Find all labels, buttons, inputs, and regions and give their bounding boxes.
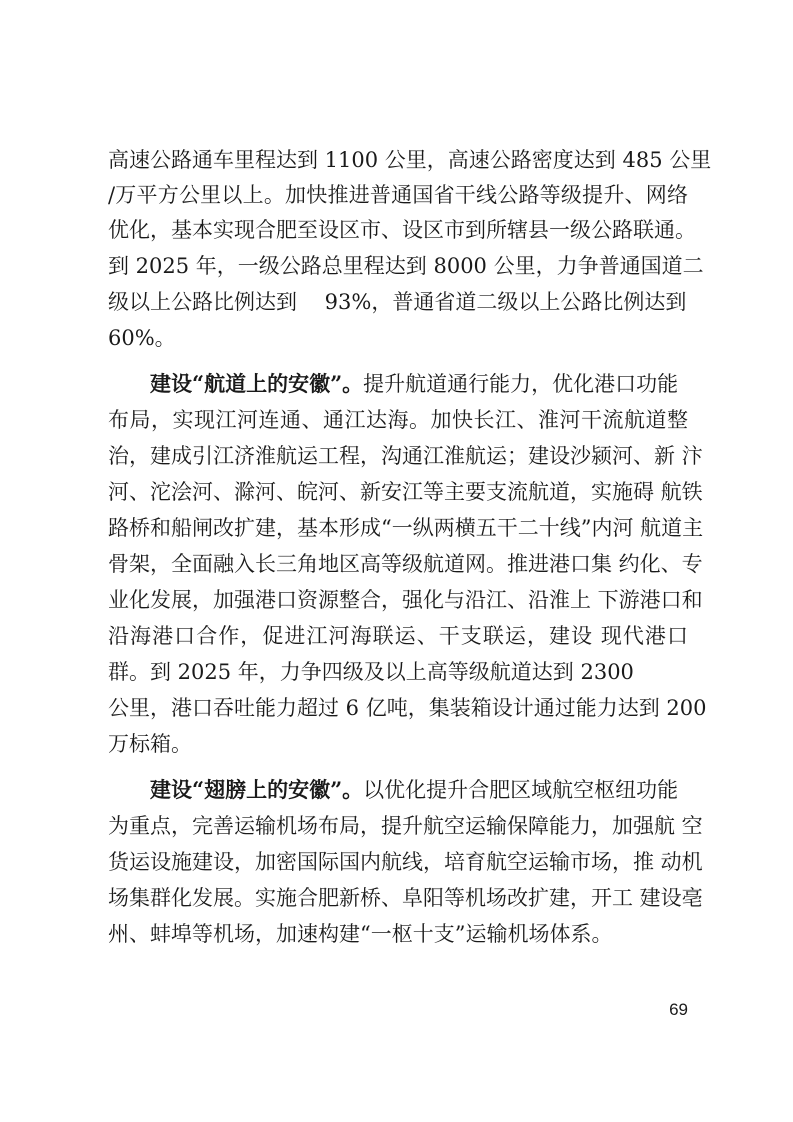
page-number: 69 xyxy=(669,1000,688,1019)
text-line: 货运设施建设，加密国际国内航线，培育航空运输市场，推 动机 xyxy=(108,850,703,874)
text-line: 提升航道通行能力，优化港口功能 xyxy=(363,372,679,396)
paragraph-lead-title: 建设“航道上的安徽”。 xyxy=(150,371,364,396)
text-line: 60%。 xyxy=(108,326,176,350)
text-line: 级以上公路比例达到 93%，普通省道二级以上公路比例达到 xyxy=(108,290,687,314)
paragraph-lead-title: 建设“翅膀上的安徽”。 xyxy=(150,777,364,802)
text-line: 万标箱。 xyxy=(108,732,192,756)
text-line: /万平方公里以上。加快推进普通国省干线公路等级提升、网络 xyxy=(108,183,688,207)
text-line: 到 2025 年，一级公路总里程达到 8000 公里，力争普通国道二 xyxy=(108,254,704,278)
text-line: 骨架，全面融入长三角地区高等级航道网。推进港口集 约化、专 xyxy=(108,552,703,576)
text-line: 治，建成引江济淮航运工程，沟通江淮航运；建设沙颍河、新 汴 xyxy=(108,444,703,468)
text-line: 河、沱浍河、滁河、皖河、新安江等主要支流航道，实施碍 航铁 xyxy=(108,480,703,504)
text-line: 公里，港口吞吐能力超过 6 亿吨，集装箱设计通过能力达到 200 xyxy=(108,696,707,720)
text-line: 路桥和船闸改扩建，基本形成“一纵两横五干二十线”内河 航道主 xyxy=(108,516,704,540)
text-line: 州、蚌埠等机场，加速构建“一枢十支”运输机场体系。 xyxy=(108,922,613,946)
text-line: 场集群化发展。实施合肥新桥、阜阳等机场改扩建，开工 建设亳 xyxy=(108,886,703,910)
text-line: 为重点，完善运输机场布局，提升航空运输保障能力，加强航 空 xyxy=(108,814,703,838)
paragraph-lead-line xyxy=(150,775,688,805)
text-line: 布局，实现江河连通、通江达海。加快长江、淮河干流航道整 xyxy=(108,408,688,432)
text-line: 沿海港口合作，促进江河海联运、干支联运，建设 现代港口 xyxy=(108,624,688,648)
text-line: 以优化提升合肥区域航空枢纽功能 xyxy=(363,778,679,802)
text-line: 高速公路通车里程达到 1100 公里，高速公路密度达到 485 公里 xyxy=(108,148,712,172)
text-line: 群。到 2025 年，力争四级及以上高等级航道达到 2300 xyxy=(108,660,634,684)
text-line: 业化发展，加强港口资源整合，强化与沿江、沿淮上 下游港口和 xyxy=(108,588,703,612)
text-line: 优化，基本实现合肥至设区市、设区市到所辖县一级公路联通。 xyxy=(108,218,696,242)
paragraph-lead-line xyxy=(150,369,688,399)
